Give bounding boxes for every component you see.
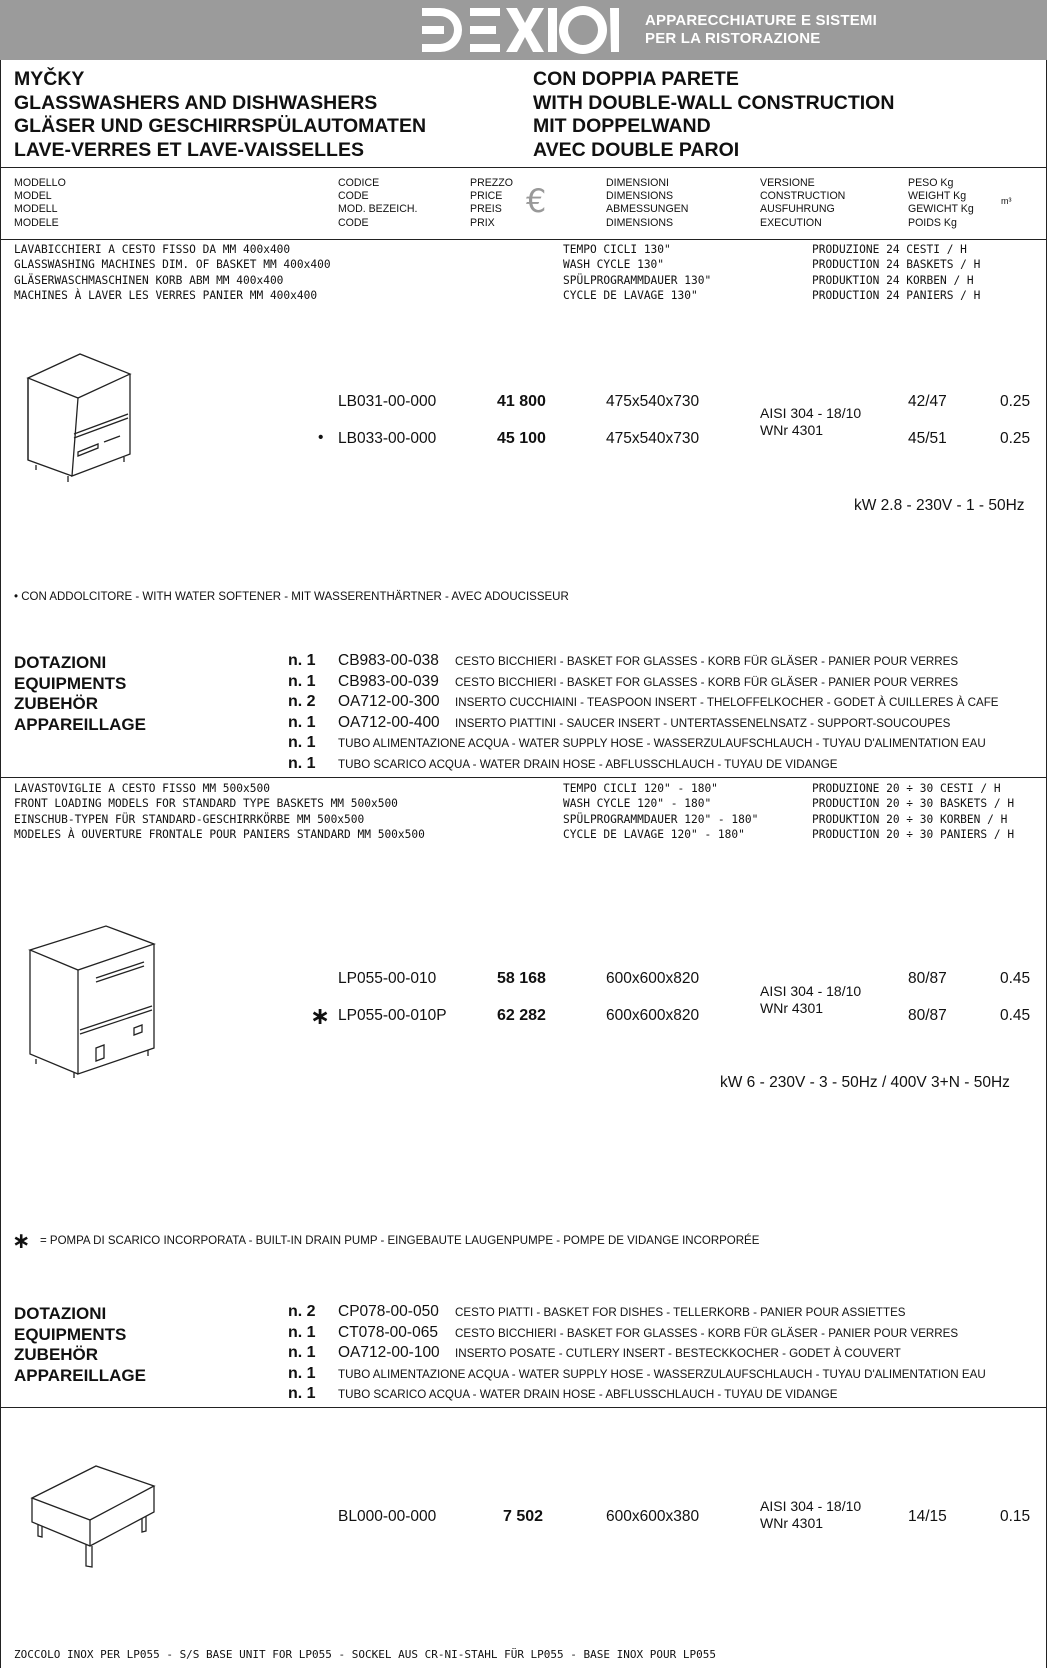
cycle-line: SPÜLPROGRAMMDAUER 120" - 180": [563, 812, 759, 826]
production-line: PRODUKTION 20 ÷ 30 KORBEN / H: [812, 812, 1008, 826]
section1-desc: [14, 242, 331, 303]
equip-item: [288, 714, 1038, 735]
euro-icon: €: [526, 182, 547, 220]
col-label: PRIX: [470, 216, 495, 229]
divider: [0, 1407, 1047, 1408]
section3-weight: 14/15: [908, 1508, 947, 1525]
section2-equip-list: [288, 1303, 1038, 1406]
equip-item: [288, 1303, 1038, 1324]
dishwasher-drawing: [26, 922, 158, 1080]
title-left-line: GLASSWASHERS AND DISHWASHERS: [14, 91, 378, 114]
section2-row-1-price: 58 168: [497, 970, 546, 987]
equip-desc: TUBO SCARICO ACQUA - WATER DRAIN HOSE - ABFLUSSCHLAUCH - TUYAU DE VIDANGE: [338, 1388, 838, 1401]
section1-row-1-m3: 0.25: [1000, 393, 1031, 410]
equip-head-line: APPAREILLAGE: [14, 1365, 146, 1385]
section2-row-2-dim: 600x600x820: [606, 1007, 700, 1024]
desc-line: MODELES À OUVERTURE FRONTALE POUR PANIERS STANDARD MM 500x500: [14, 827, 425, 841]
equip-item: [288, 1344, 1038, 1365]
title-right-line: AVEC DOUBLE PAROI: [533, 138, 740, 161]
section2-row-2-weight: 80/87: [908, 1007, 947, 1024]
section1-row-1-weight: 42/47: [908, 393, 947, 410]
section1-construction: [760, 405, 861, 439]
col-label: CODICE: [338, 177, 380, 189]
production-line: PRODUCTION 20 ÷ 30 PANIERS / H: [812, 827, 1015, 841]
section1-equip-list: [288, 652, 1038, 775]
production-line: PRODUZIONE 24 CESTI / H: [812, 243, 967, 256]
title-left-line: LAVE-VERRES ET LAVE-VAISSELLES: [14, 138, 364, 161]
col-codice: [338, 177, 417, 230]
equip-head-line: ZUBEHÖR: [14, 1345, 99, 1364]
equip-desc: CESTO BICCHIERI - BASKET FOR GLASSES - KORB FÜR GLÄSER - PANIER POUR VERRES: [455, 655, 959, 668]
equip-qty: n. 1: [288, 1364, 316, 1382]
equip-desc: INSERTO POSATE - CUTLERY INSERT - BESTECKKOCHER - GODET À COUVERT: [455, 1347, 901, 1360]
col-label: ABMESSUNGEN: [606, 203, 689, 216]
desc-line: LAVASTOVIGLIE A CESTO FISSO MM 500x500: [14, 782, 270, 795]
col-modello: [14, 177, 66, 230]
col-label: PRICE: [470, 190, 503, 203]
section2-row-1-m3: 0.45: [1000, 970, 1031, 987]
section2-power: kW 6 - 230V - 3 - 50Hz / 400V 3+N - 50Hz: [720, 1074, 1010, 1091]
section2-note-mark: ∗: [12, 1228, 31, 1253]
col-peso: [908, 177, 974, 230]
construction-line: WNr 4301: [760, 422, 824, 438]
equip-desc: INSERTO PIATTINI - SAUCER INSERT - UNTERTASSENELNSATZ - SUPPORT-SOUCOUPES: [455, 716, 951, 730]
section2-row-2-mark: ∗: [310, 1003, 331, 1030]
equip-qty: n. 1: [288, 1385, 316, 1402]
construction-line: WNr 4301: [760, 1515, 824, 1531]
col-dimensioni: [606, 177, 688, 230]
dexion-logo: [420, 4, 620, 56]
production-line: PRODUCTION 20 ÷ 30 BASKETS / H: [812, 797, 1015, 811]
col-label: PESO Kg: [908, 177, 954, 189]
col-label: DIMENSIONS: [606, 190, 674, 203]
construction-line: AISI 304 - 18/10: [760, 1498, 862, 1514]
equip-item: [288, 755, 1038, 776]
equip-head-line: EQUIPMENTS: [14, 673, 127, 693]
col-label: GEWICHT Kg: [908, 203, 974, 216]
equip-code: CT078-00-065: [338, 1323, 438, 1341]
section1-row-1-price: 41 800: [497, 393, 546, 410]
equip-head-line: APPAREILLAGE: [14, 714, 146, 734]
desc-line: EINSCHUB-TYPEN FÜR STANDARD-GESCHIRRKÖRBE MM 500x500: [14, 812, 365, 826]
section1-row-2-code: LB033-00-000: [338, 430, 437, 447]
cycle-line: WASH CYCLE 130": [563, 258, 665, 272]
construction-line: AISI 304 - 18/10: [760, 405, 862, 421]
construction-line: AISI 304 - 18/10: [760, 983, 862, 999]
equip-qty: n. 1: [288, 713, 316, 731]
cycle-line: CYCLE DE LAVAGE 120" - 180": [563, 827, 745, 841]
equip-item: [288, 734, 1038, 755]
section1-row-2-mark: •: [318, 429, 324, 446]
equip-qty: n. 1: [288, 734, 316, 751]
col-label: MOD. BEZEICH.: [338, 203, 418, 216]
section2-row-1-weight: 80/87: [908, 970, 947, 987]
section3-construction: [760, 1498, 861, 1532]
construction-line: WNr 4301: [760, 1000, 824, 1016]
equip-qty: n. 1: [288, 672, 316, 690]
section2-cycle: [563, 781, 758, 842]
base-unit-drawing: [28, 1462, 158, 1570]
equip-item: [288, 652, 1038, 673]
title-right-line: WITH DOUBLE-WALL CONSTRUCTION: [533, 91, 895, 114]
equip-desc: CESTO BICCHIERI - BASKET FOR GLASSES - KORB FÜR GLÄSER - PANIER POUR VERRES: [455, 1326, 959, 1340]
equip-desc: TUBO ALIMENTAZIONE ACQUA - WATER SUPPLY HOSE - WASSERZULAUFSCHLAUCH - TUYAU D'ALIMENTATION EAU: [338, 1367, 986, 1381]
col-label: PREIS: [470, 203, 502, 216]
section1-row-2-dim: 475x540x730: [606, 430, 700, 447]
equip-qty: n. 1: [288, 652, 316, 669]
section2-row-1-dim: 600x600x820: [606, 970, 700, 987]
title-right-line: CON DOPPIA PARETE: [533, 68, 739, 90]
section2-row-1-code: LP055-00-010: [338, 970, 437, 987]
col-label: MODELL: [14, 203, 58, 216]
tagline-line-1: APPARECCHIATURE E SISTEMI: [645, 12, 877, 29]
equip-head-line: DOTAZIONI: [14, 1304, 107, 1323]
section1-row-2-price: 45 100: [497, 430, 546, 447]
section1-cycle: [563, 242, 711, 303]
glasswasher-drawing: [24, 350, 136, 486]
section3-code: BL000-00-000: [338, 1508, 437, 1525]
desc-line: FRONT LOADING MODELS FOR STANDARD TYPE BASKETS MM 500x500: [14, 797, 398, 811]
production-line: PRODUCTION 24 BASKETS / H: [812, 258, 981, 272]
title-right-line: MIT DOPPELWAND: [533, 115, 711, 137]
title-left: [14, 68, 426, 162]
col-label: CONSTRUCTION: [760, 190, 846, 203]
section3-dim: 600x600x380: [606, 1508, 700, 1525]
section1-equip-head: [14, 653, 146, 735]
divider: [0, 239, 1047, 240]
col-label: POIDS Kg: [908, 216, 957, 229]
equip-qty: n. 2: [288, 1303, 316, 1320]
production-line: PRODUKTION 24 KORBEN / H: [812, 273, 974, 287]
section2-row-2-price: 62 282: [497, 1007, 546, 1024]
equip-code: OA712-00-100: [338, 1344, 440, 1361]
desc-line: GLÄSERWASCHMASCHINEN KORB ABM MM 400x400: [14, 273, 284, 287]
section1-note: • CON ADDOLCITORE - WITH WATER SOFTENER - MIT WASSERENTHÄRTNER - AVEC ADOUCISSEUR: [14, 591, 569, 603]
divider: [0, 167, 1047, 168]
section2-production: [812, 781, 1014, 842]
desc-line: LAVABICCHIERI A CESTO FISSO DA MM 400x400: [14, 243, 291, 256]
equip-code: OA712-00-300: [338, 693, 440, 710]
divider: [0, 777, 1047, 778]
section1-power: kW 2.8 - 230V - 1 - 50Hz: [854, 497, 1025, 514]
cycle-line: TEMPO CICLI 120" - 180": [563, 782, 718, 795]
desc-line: GLASSWASHING MACHINES DIM. OF BASKET MM 400x400: [14, 258, 331, 272]
header-tagline: [645, 12, 877, 48]
section2-row-2-m3: 0.45: [1000, 1007, 1031, 1024]
equip-desc: TUBO ALIMENTAZIONE ACQUA - WATER SUPPLY HOSE - WASSERZULAUFSCHLAUCH - TUYAU D'ALIMENTATION EAU: [338, 737, 986, 750]
production-line: PRODUCTION 24 PANIERS / H: [812, 288, 981, 302]
title-left-line: MYČKY: [14, 68, 85, 90]
equip-code: OA712-00-400: [338, 713, 440, 731]
equip-head-line: DOTAZIONI: [14, 653, 107, 672]
cycle-line: WASH CYCLE 120" - 180": [563, 797, 712, 811]
section1-row-2-m3: 0.25: [1000, 430, 1031, 447]
col-label: EXECUTION: [760, 216, 822, 229]
col-label: MODELE: [14, 216, 59, 229]
col-m3: m³: [1001, 196, 1012, 206]
section2-construction: [760, 983, 861, 1017]
section1-row-2-weight: 45/51: [908, 430, 947, 447]
equip-qty: n. 1: [288, 754, 316, 772]
col-label: PREZZO: [470, 177, 513, 189]
col-label: WEIGHT Kg: [908, 190, 967, 203]
col-label: MODELLO: [14, 177, 66, 189]
section3-price: 7 502: [503, 1508, 544, 1525]
section1-production: [812, 242, 980, 303]
equip-item: [288, 1385, 1038, 1406]
cycle-line: TEMPO CICLI 130": [563, 243, 671, 256]
equip-item: [288, 693, 1038, 714]
section1-row-1-code: LB031-00-000: [338, 393, 437, 410]
title-right: [533, 68, 894, 162]
equip-qty: n. 1: [288, 1344, 316, 1361]
col-prezzo: [470, 177, 513, 230]
equip-code: CP078-00-050: [338, 1303, 439, 1320]
equip-code: CB983-00-038: [338, 652, 439, 669]
equip-item: [288, 1365, 1038, 1386]
section2-equip-head: [14, 1304, 146, 1386]
col-label: DIMENSIONI: [606, 177, 669, 189]
equip-item: [288, 673, 1038, 694]
section3-m3: 0.15: [1000, 1508, 1031, 1525]
section2-desc: [14, 781, 425, 842]
equip-item: [288, 1324, 1038, 1345]
equip-desc: TUBO SCARICO ACQUA - WATER DRAIN HOSE - ABFLUSSCHLAUCH - TUYAU DE VIDANGE: [338, 757, 838, 771]
title-left-line: GLÄSER UND GESCHIRRSPÜLAUTOMATEN: [14, 115, 427, 137]
col-label: CODE: [338, 216, 369, 229]
equip-desc: CESTO PIATTI - BASKET FOR DISHES - TELLERKORB - PANIER POUR ASSIETTES: [455, 1306, 906, 1319]
section3-footer: ZOCCOLO INOX PER LP055 - S/S BASE UNIT FOR LP055 - SOCKEL AUS CR-NI-STAHL FÜR LP055 - BASE INOX POUR LP055: [14, 1648, 716, 1661]
cycle-line: SPÜLPROGRAMMDAUER 130": [563, 273, 712, 287]
equip-code: CB983-00-039: [338, 672, 439, 690]
section1-row-1-dim: 475x540x730: [606, 393, 700, 410]
equip-qty: n. 1: [288, 1323, 316, 1341]
equip-head-line: EQUIPMENTS: [14, 1324, 127, 1344]
equip-desc: CESTO BICCHIERI - BASKET FOR GLASSES - KORB FÜR GLÄSER - PANIER POUR VERRES: [455, 675, 959, 689]
col-label: MODEL: [14, 190, 52, 203]
col-label: AUSFUHRUNG: [760, 203, 835, 216]
equip-desc: INSERTO CUCCHIAINI - TEASPOON INSERT - THELOFFELKOCHER - GODET À CUILLERES À CAFE: [455, 696, 999, 709]
tagline-line-2: PER LA RISTORAZIONE: [645, 30, 821, 47]
col-versione: [760, 177, 845, 230]
col-label: DIMENSIONS: [606, 216, 674, 229]
production-line: PRODUZIONE 20 ÷ 30 CESTI / H: [812, 782, 1001, 795]
cycle-line: CYCLE DE LAVAGE 130": [563, 288, 698, 302]
section2-row-2-code: LP055-00-010P: [338, 1007, 447, 1024]
section2-note: = POMPA DI SCARICO INCORPORATA - BUILT-IN DRAIN PUMP - EINGEBAUTE LAUGENPUMPE - POMPE DE VIDANGE INCORPORÉE: [40, 1235, 760, 1247]
equip-head-line: ZUBEHÖR: [14, 694, 99, 713]
col-label: CODE: [338, 190, 369, 203]
desc-line: MACHINES À LAVER LES VERRES PANIER MM 400x400: [14, 288, 318, 302]
equip-qty: n. 2: [288, 693, 316, 710]
col-label: VERSIONE: [760, 177, 815, 189]
